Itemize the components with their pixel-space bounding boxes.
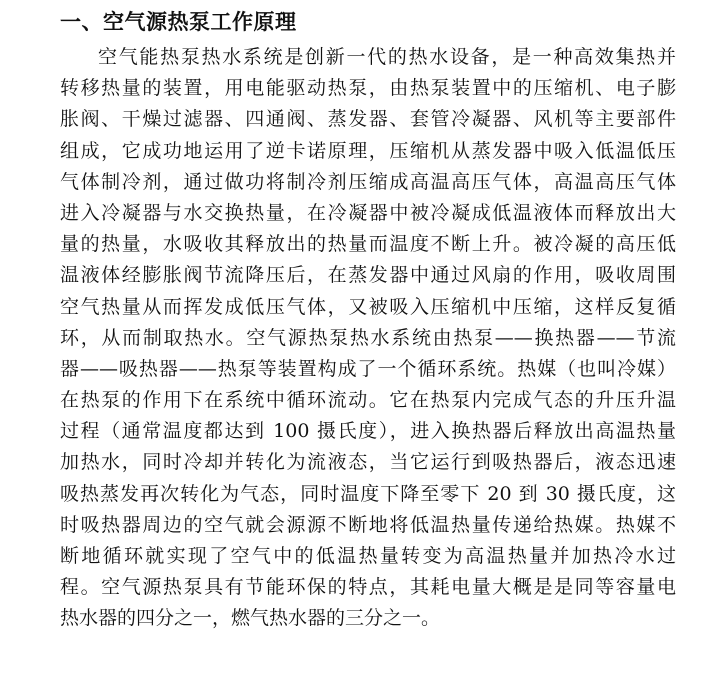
paragraph-line: 温液体经膨胀阀节流降压后，在蒸发器中通过风扇的作用，吸收周围	[60, 264, 676, 287]
paragraph-line: 加热水，同时冷却并转化为流液态，当它运行到吸热器后，液态迅速	[60, 451, 676, 474]
paragraph-line: 热水器的四分之一，燃气热水器的三分之一。	[60, 607, 441, 630]
paragraph-line: 气体制冷剂，通过做功将制冷剂压缩成高温高压气体，高温高压气体	[60, 170, 676, 193]
paragraph-line: 组成，它成功地运用了逆卡诺原理，压缩机从蒸发器中吸入低温低压	[60, 139, 676, 162]
paragraph-line: 进入冷凝器与水交换热量，在冷凝器中被冷凝成低温液体而释放出大	[60, 201, 676, 224]
paragraph-line: 过程（通常温度都达到 100 摄氏度），进入换热器后释放出高温热量	[60, 420, 676, 443]
paragraph-line: 空气热量从而挥发成低压气体，又被吸入压缩机中压缩，这样反复循	[60, 295, 676, 318]
paragraph-line: 在热泵的作用下在系统中循环流动。它在热泵内完成气态的升压升温	[60, 389, 676, 412]
paragraph-line: 胀阀、干燥过滤器、四通阀、蒸发器、套管冷凝器、风机等主要部件	[60, 108, 676, 131]
paragraph-line: 环，从而制取热水。空气源热泵热水系统由热泵——换热器——节流	[60, 326, 676, 349]
paragraph-line: 吸热蒸发再次转化为气态，同时温度下降至零下 20 到 30 摄氏度，这	[60, 482, 676, 505]
paragraph-line: 断地循环就实现了空气中的低温热量转变为高温热量并加热冷水过	[60, 545, 676, 567]
paragraph-line: 程。空气源热泵具有节能环保的特点，其耗电量大概是是同等容量电	[60, 576, 676, 599]
section-heading: 一、空气源热泵工作原理	[60, 10, 297, 34]
paragraph-line: 时吸热器周边的空气就会源源不断地将低温热量传递给热媒。热媒不	[60, 513, 676, 536]
paragraph-line: 转移热量的装置，用电能驱动热泵，由热泵装置中的压缩机、电子膨	[60, 77, 676, 100]
body-paragraph	[60, 42, 676, 635]
paragraph-line: 器——吸热器——热泵等装置构成了一个循环系统。热媒（也叫冷媒）	[60, 357, 676, 380]
paragraph-line: 量的热量，水吸收其释放出的热量而温度不断上升。被冷凝的高压低	[60, 233, 676, 256]
paragraph-line: 空气能热泵热水系统是创新一代的热水设备，是一种高效集热并	[98, 46, 676, 68]
